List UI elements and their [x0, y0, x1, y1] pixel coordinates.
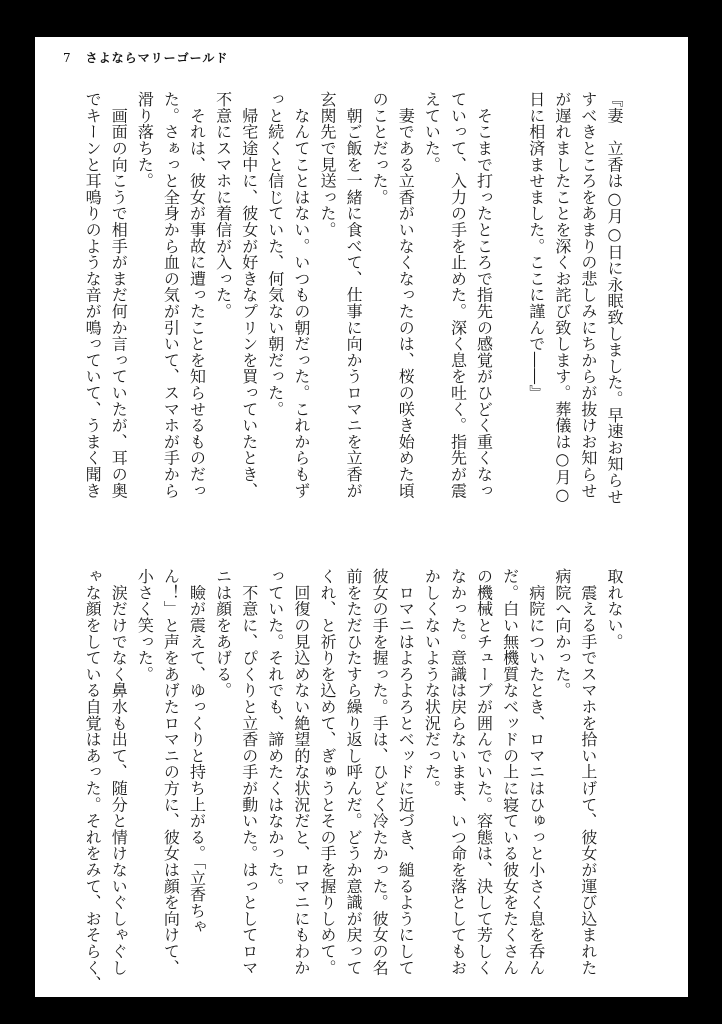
text-line: だ。白い無機質なベッドの上に寝ている彼女をたくさん — [500, 568, 520, 976]
text-line: 瞼が震えて、ゆっくりと持ち上がる。「立香ちゃ — [187, 568, 207, 935]
text-line: 帰宅途中に、彼女が好きなプリンを買っていたとき、 — [239, 91, 259, 499]
text-line: 回復の見込めない絶望的な状況だと、ロマニにもわか — [291, 568, 311, 976]
text-line — [497, 91, 523, 503]
text-line: 玄関先で見送った。 — [317, 91, 337, 238]
text-line: えていた。 — [422, 91, 442, 173]
text-line: ゃな顔をしている自覚はあった。それをみて、おそらく、 — [83, 568, 103, 992]
text-line: っと続くと信じていた、何気ない朝だった。 — [265, 91, 285, 417]
text-line: 日に相済ませました。ここに謹んで――』 — [526, 91, 546, 401]
page-number: 7 — [63, 51, 72, 65]
text-line: 震える手でスマホを拾い上げて、彼女が運び込まれた — [578, 568, 598, 976]
text-line: すべきところをあまりの悲しみにちからが抜けお知らせ — [578, 91, 598, 499]
text-line: が遅れましたことを深くお詫び致します。葬儀は○月○ — [552, 91, 572, 505]
lower-text-block — [79, 568, 627, 992]
text-line: 不意にスマホに着信が入った。 — [213, 91, 233, 320]
text-line: 小さく笑った。 — [135, 568, 155, 683]
text-line: 妻である立香がいなくなったのは、桜の咲き始めた頃 — [396, 91, 416, 499]
text-line: なんてことはない。いつもの朝だった。これからもず — [291, 91, 311, 499]
text-line: っていた。それでも、諦めたくはなかった。 — [265, 568, 285, 894]
text-line: それは、彼女が事故に遭ったことを知らせるものだっ — [187, 91, 207, 499]
text-line: 病院についたとき、ロマニはひゅっと小さく息を呑ん — [526, 568, 546, 976]
text-line: 病院へ向かった。 — [552, 568, 572, 699]
text-line: ロマニはよろよろとベッドに近づき、縋るようにして — [396, 568, 416, 976]
text-line: 滑り落ちた。 — [135, 91, 155, 189]
running-header — [63, 49, 228, 66]
text-line: 前をただひたすら繰り返し呼んだ。どうか意識が戻って — [344, 568, 364, 976]
text-line: た。さぁっと全身から血の気が引いて、スマホが手から — [161, 91, 181, 499]
text-line: 画面の向こうで相手がまだ何か言っていたが、耳の奥 — [109, 91, 129, 499]
text-line: かしくないような状況だった。 — [422, 568, 442, 797]
text-line: 『妻 立香は○月○日に永眠致しました。早速お知らせ — [605, 91, 624, 505]
text-line: の機械とチューブが囲んでいた。容態は、決して芳しく — [474, 568, 494, 976]
text-line: のことだった。 — [370, 91, 390, 206]
chapter-title: さよならマリーゴールド — [85, 51, 229, 65]
text-line: 朝ご飯を一緒に食べて、仕事に向かうロマニを立香が — [344, 91, 364, 499]
text-line: 涙だけでなく鼻水も出て、随分と情けないぐしゃぐし — [109, 568, 129, 976]
text-line: くれ、と祈りを込めて、ぎゅうとその手を握りしめて。 — [317, 568, 337, 976]
book-page — [35, 37, 688, 997]
upper-text-block — [79, 91, 627, 503]
text-line: ニは顔をあげる。 — [213, 568, 233, 699]
text-line: 彼女の手を握った。手は、ひどく冷たかった。彼女の名 — [370, 568, 390, 976]
text-line: ん！」と声をあげたロマニの方に、彼女は顔を向けて、 — [161, 568, 181, 976]
text-line: 不意に、ぴくりと立香の手が動いた。はっとしてロマ — [239, 568, 259, 976]
text-line: なかった。意識は戻らないまま、いつ命を落としてもお — [448, 568, 468, 976]
text-line: そこまで打ったところで指先の感覚がひどく重くなっ — [474, 91, 494, 499]
text-line: ていって、入力の手を止めた。深く息を吐く。指先が震 — [448, 91, 468, 499]
text-line: 取れない。 — [605, 568, 624, 650]
text-line: でキーンと耳鳴りのような音が鳴っていて、うまく聞き — [83, 91, 103, 499]
